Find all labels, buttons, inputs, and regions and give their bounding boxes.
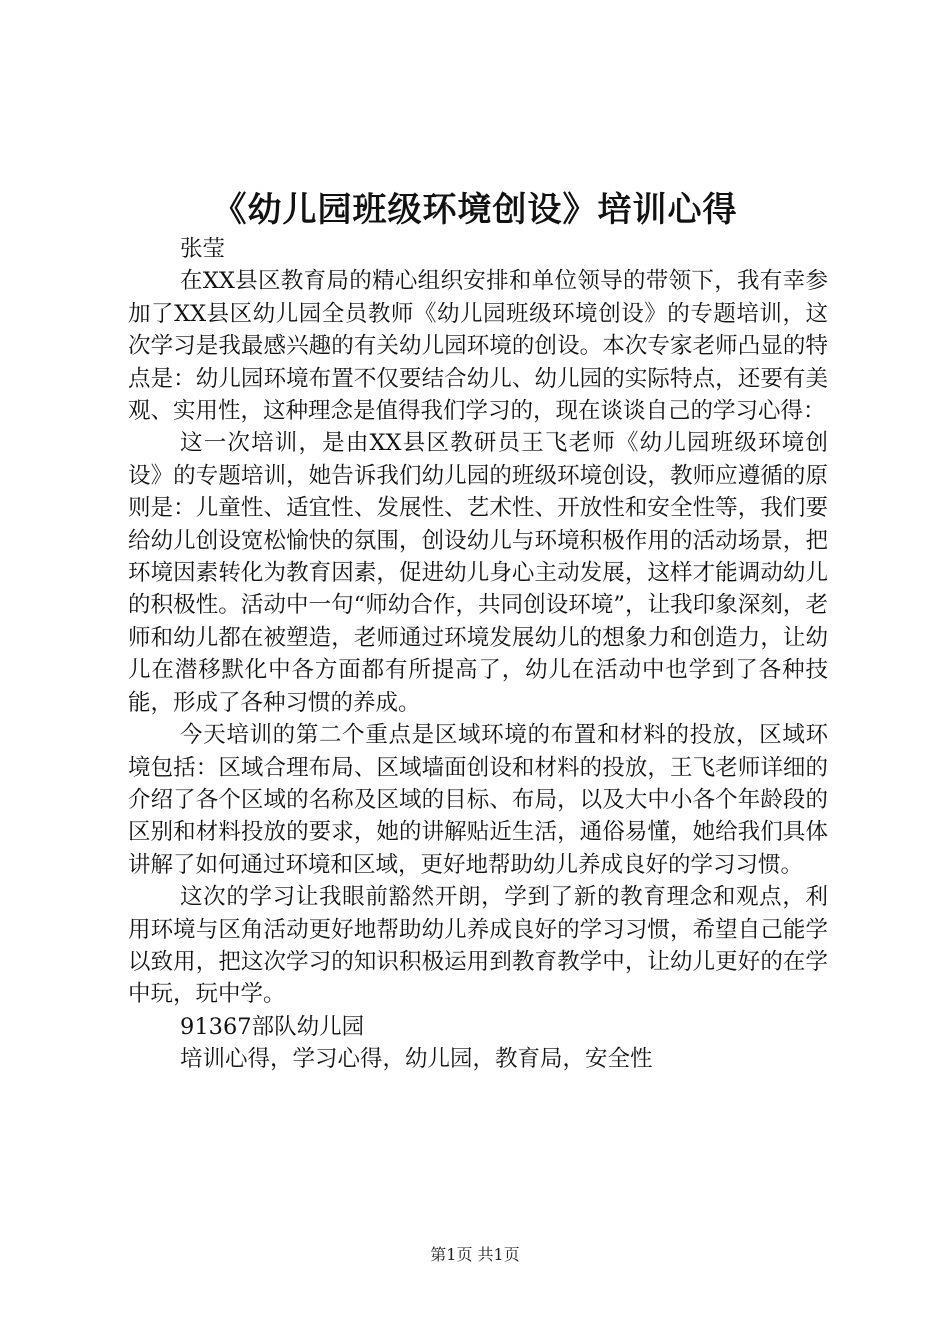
author-name: 张莹 [180, 236, 226, 262]
organization-name: 91367部队幼儿园 [180, 1013, 365, 1040]
document-title: 《幼儿园班级环境创设》培训心得 [212, 190, 738, 230]
page-number-footer: 第1页 共1页 [430, 1245, 520, 1264]
paragraph-4: 这次的学习让我眼前豁然开朗，学到了新的教育理念和观点，利用环境与区角活动更好地帮助幼儿养成良好的学习习惯，希望自己能学以致用，把这次学习的知识积极运用到教育教学中，让幼儿更好的在学中玩，玩中学。 [128, 884, 828, 1008]
paragraph-1: 在XX县区教育局的精心组织安排和单位领导的带领下，我有幸参加了XX县区幼儿园全员教师《幼儿园班级环境创设》的专题培训，这次学习是我最感兴趣的有关幼儿园环境的创设。本次专家老师凸显的特点是：幼儿园环境布置不仅要结合幼儿、幼儿园的实际特点，还要有美观、实用性，这种理念是值得我们学习的，现在谈谈自己的学习心得： [128, 268, 828, 425]
keywords-line: 培训心得，学习心得，幼儿园，教育局，安全性 [180, 1046, 653, 1073]
paragraph-3: 今天培训的第二个重点是区域环境的布置和材料的投放，区域环境包括：区域合理布局、区域墙面创设和材料的投放，王飞老师详细的介绍了各个区域的名称及区域的目标、布局，以及大中小各个年龄段的区别和材料投放的要求，她的讲解贴近生活，通俗易懂，她给我们具体讲解了如何通过环境和区域，更好地帮助幼儿养成良好的学习习惯。 [128, 722, 828, 878]
document-body [128, 233, 828, 1076]
paragraph-2: 这一次培训，是由XX县区教研员王飞老师《幼儿园班级环境创设》的专题培训，她告诉我们幼儿园的班级环境创设，教师应遵循的原则是：儿童性、适宜性、发展性、艺术性、开放性和安全性等，我们要给幼儿创设宽松愉快的氛围，创设幼儿与环境积极作用的活动场景，把环境因素转化为教育因素，促进幼儿身心主动发展，这样才能调动幼儿的积极性。活动中一句“师幼合作，共同创设环境”，让我印象深刻，老师和幼儿都在被塑造，老师通过环境发展幼儿的想象力和创造力，让幼儿在潜移默化中各方面都有所提高了，幼儿在活动中也学到了各种技能，形成了各种习惯的养成。 [128, 430, 828, 716]
